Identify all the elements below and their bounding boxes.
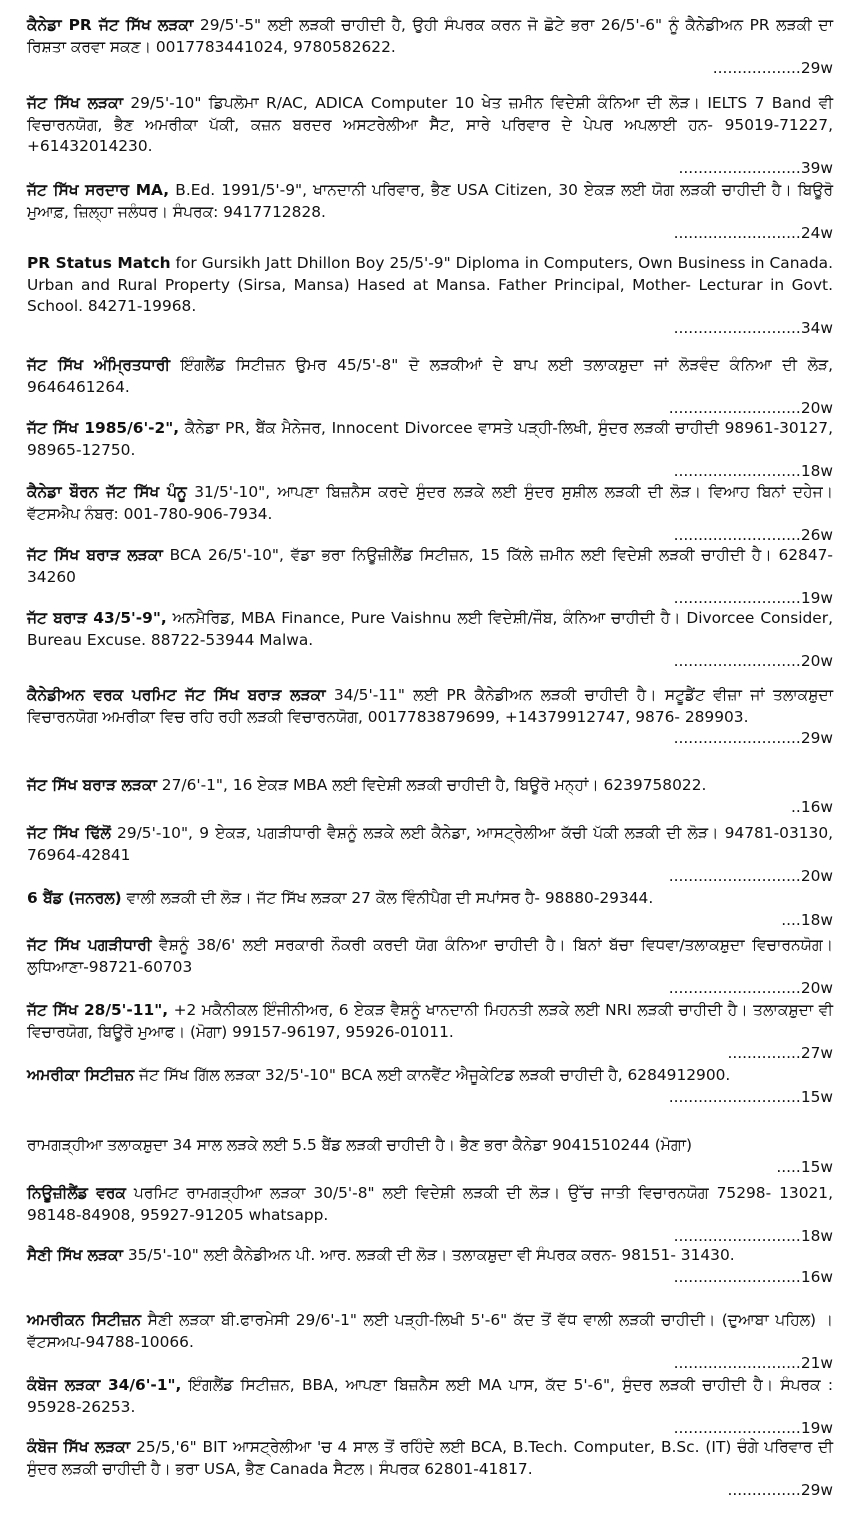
ad-word-count: 21w bbox=[800, 1354, 833, 1372]
ad-body: for Gursikh Jatt Dhillon Boy 25/5'-9" Diploma in Computers, Own Business in Canada. Urban and Rural Property (Sirsa, Mansa) Hased at Mansa. Father Principal, Mother- Lecturar in Govt. School. 84271-19968. bbox=[27, 254, 833, 315]
ad-body: 34/5'-11" ਲਈ PR ਕੈਨੇਡੀਅਨ ਲੜਕੀ ਚਾਹੀਦੀ ਹੈ। ਸਟੂਡੈਂਟ ਵੀਜ਼ਾ ਜਾਂ ਤਲਾਕਸ਼ੁਦਾ ਵਿਚਾਰਨਯੋਗ ਅਮਰੀਕਾ ਵਿਚ ਰਹਿ ਰਹੀ ਲੜਕੀ ਵਿਚਾਰਨਯੋਗ, 0017783879699, +14379912747, 9876- 289903. bbox=[27, 686, 834, 726]
ad-text bbox=[27, 1310, 833, 1353]
ad-text bbox=[27, 180, 833, 223]
ad-leader-dots: ......................... bbox=[678, 158, 801, 177]
ad-body: ਪਰਮਿਟ ਰਾਮਗੜ੍ਹੀਆ ਲੜਕਾ 30/5'-8" ਲਈ ਵਿਦੇਸ਼ੀ ਲੜਕੀ ਦੀ ਲੋੜ। ਉੱਚ ਜਾਤੀ ਵਿਚਾਰਨਯੋਗ 75298- 13021, 98148-84908, 95927-91205 whatsapp. bbox=[27, 1184, 833, 1224]
ad-leader-dots: ........................... bbox=[668, 979, 801, 997]
ad-text bbox=[27, 355, 833, 398]
ad-text bbox=[27, 935, 833, 978]
ad-word-count: 29w bbox=[800, 729, 833, 747]
classified-ad bbox=[27, 545, 833, 610]
ad-body: ਵੈਸ਼ਨੂੰ 38/6' ਲਈ ਸਰਕਾਰੀ ਨੌਕਰੀ ਕਰਦੀ ਯੋਗ ਕੰਨਿਆ ਚਾਹੀਦੀ ਹੈ। ਬਿਨਾਂ ਬੱਚਾ ਵਿਧਵਾ/ਤਲਾਕਸ਼ੁਦਾ ਵਿਚਾਰਨਯੋਗ। ਲੁਧਿਆਣਾ-98721-60703 bbox=[27, 936, 833, 976]
ad-word-count: 27w bbox=[800, 1044, 833, 1062]
ad-leader-dots: .... bbox=[781, 910, 801, 929]
ad-heading: ਅਮਰੀਕਨ ਸਿਟੀਜ਼ਨ bbox=[27, 1311, 142, 1329]
ad-leader-dots: ............... bbox=[727, 1044, 801, 1062]
ad-heading: ਜੱਟ ਸਿੱਖ ਸਰਦਾਰ MA, bbox=[27, 181, 170, 199]
ad-body: BCA 26/5'-10", ਵੱਡਾ ਭਰਾ ਨਿਊਜ਼ੀਲੈਂਡ ਸਿਟੀਜ਼ਨ, 15 ਕਿੱਲੇ ਜ਼ਮੀਨ ਲਈ ਵਿਦੇਸ਼ੀ ਲੜਕੀ ਚਾਹੀਦੀ ਹੈ। 62847-34260 bbox=[27, 546, 833, 586]
ad-heading: ਜੱਟ ਸਿੱਖ 28/5'-11", bbox=[27, 1001, 169, 1019]
ad-leader-dots: .......................... bbox=[673, 1227, 801, 1245]
ad-heading: 6 ਬੈਂਡ (ਜਨਰਲ) bbox=[27, 889, 122, 907]
ad-text bbox=[27, 1245, 833, 1267]
classified-ad bbox=[27, 418, 833, 483]
ad-heading: ਜੱਟ ਸਿੱਖ ਪਗੜੀਧਾਰੀ bbox=[27, 936, 152, 954]
ad-word-count: 15w bbox=[800, 1087, 833, 1106]
ad-word-count: 26w bbox=[800, 526, 833, 544]
ad-text bbox=[27, 482, 833, 525]
ad-body: ਜੱਟ ਸਿੱਖ ਗਿੱਲ ਲੜਕਾ 32/5'-10" BCA ਲਈ ਕਾਨਵੈਂਟ ਐਜੂਕੇਟਿਡ ਲੜਕੀ ਚਾਹੀਦੀ ਹੈ, 6284912900. bbox=[134, 1066, 731, 1084]
classified-ad bbox=[27, 15, 833, 80]
ad-heading: PR Status Match bbox=[27, 254, 171, 272]
ad-word-count: 16w bbox=[800, 797, 833, 816]
classified-ad bbox=[27, 1310, 833, 1375]
ad-leader-dots: .......................... bbox=[673, 589, 801, 607]
classified-ad bbox=[27, 355, 833, 420]
classified-ad bbox=[27, 935, 833, 1000]
classified-ad bbox=[27, 93, 833, 179]
ad-leader-dots: ..... bbox=[776, 1157, 801, 1176]
ad-heading: ਜੱਟ ਸਿੱਖ ਬਰਾੜ ਲੜਕਾ bbox=[27, 546, 163, 564]
ad-leader-dots: .......................... bbox=[673, 526, 801, 544]
ad-heading: ਜੱਟ ਬਰਾੜ 43/5'-9", bbox=[27, 609, 167, 627]
ad-body: ਇੰਗਲੈਂਡ ਸਿਟੀਜ਼ਨ ਉਮਰ 45/5'-8" ਦੋ ਲੜਕੀਆਂ ਦੇ ਬਾਪ ਲਈ ਤਲਾਕਸ਼ੁਦਾ ਜਾਂ ਲੋੜਵੰਦ ਕੰਨਿਆ ਦੀ ਲੋੜ, 9646461264. bbox=[27, 356, 833, 396]
ad-leader-dots: .......................... bbox=[673, 1419, 801, 1437]
classified-ad bbox=[27, 685, 833, 750]
ad-heading: ਜੱਟ ਸਿੱਖ ਢਿੱਲੋਂ bbox=[27, 824, 111, 842]
classified-ad bbox=[27, 1065, 833, 1108]
ad-leader-dots: ............... bbox=[727, 1481, 801, 1499]
classified-ad bbox=[27, 1135, 833, 1178]
ad-leader-dots: .. bbox=[791, 797, 801, 816]
ad-body: 29/5'-5" ਲਈ ਲੜਕੀ ਚਾਹੀਦੀ ਹੈ, ਉਹੀ ਸੰਪਰਕ ਕਰਨ ਜੋ ਛੋਟੇ ਭਰਾ 26/5'-6" ਨੂੰ ਕੈਨੇਡੀਅਨ PR ਲੜਕੀ ਦਾ ਰਿਸ਼ਤਾ ਕਰਵਾ ਸਕਣ। 0017783441024, 9780582622. bbox=[27, 16, 833, 56]
classified-ad bbox=[27, 775, 833, 818]
ad-heading: ਜੱਟ ਸਿੱਖ ਅੰਮ੍ਰਿਤਧਾਰੀ bbox=[27, 356, 171, 374]
ad-word-count: 20w bbox=[800, 867, 833, 885]
ad-text bbox=[27, 1183, 833, 1226]
ad-leader-dots: .......................... bbox=[673, 224, 801, 242]
ad-text bbox=[27, 15, 833, 58]
ad-body: 25/5,'6" BIT ਆਸਟ੍ਰੇਲੀਆ 'ਚ 4 ਸਾਲ ਤੋਂ ਰਹਿੰਦੇ ਲਈ BCA, B.Tech. Computer, B.Sc. (IT) ਚੰਗੇ ਪਰਿਵਾਰ ਦੀ ਸੁੰਦਰ ਲੜਕੀ ਚਾਹੀਦੀ ਹੈ। ਭਰਾ USA, ਭੈਣ Canada ਸੈਟਲ। ਸੰਪਰਕ 62801-41817. bbox=[27, 1438, 833, 1478]
ad-heading: ਕੰਬੋਜ ਸਿੱਖ ਲੜਕਾ bbox=[27, 1438, 131, 1456]
ad-text bbox=[27, 545, 833, 588]
ad-leader-dots: ........................... bbox=[668, 867, 801, 885]
ad-word-count: 20w bbox=[800, 979, 833, 997]
ad-text bbox=[27, 1437, 833, 1480]
classified-ad bbox=[27, 1437, 833, 1502]
ad-leader-dots: .......................... bbox=[673, 318, 801, 337]
ad-heading: ਕੰਬੋਜ ਲੜਕਾ 34/6'-1", bbox=[27, 1376, 182, 1394]
ad-body: ਕੈਨੇਡਾ PR, ਬੈਂਕ ਮੈਨੇਜਰ, Innocent Divorcee ਵਾਸਤੇ ਪੜ੍ਹੀ-ਲਿਖੀ, ਸੁੰਦਰ ਲੜਕੀ ਚਾਹੀਦੀ 98961-30127, 98965-12750. bbox=[27, 419, 833, 459]
ad-word-count: 15w bbox=[800, 1157, 833, 1176]
ad-word-count: 16w bbox=[800, 1267, 833, 1286]
ad-heading: ਸੈਣੀ ਸਿੱਖ ਲੜਕਾ bbox=[27, 1246, 123, 1264]
ad-word-count: 19w bbox=[800, 1419, 833, 1437]
ad-body: 29/5'-10", 9 ਏਕੜ, ਪਗੜੀਧਾਰੀ ਵੈਸ਼ਨੂੰ ਲੜਕੇ ਲਈ ਕੈਨੇਡਾ, ਆਸਟ੍ਰੇਲੀਆ ਕੱਚੀ ਪੱਕੀ ਲੜਕੀ ਦੀ ਲੋੜ। 94781-03130, 76964-42841 bbox=[27, 824, 834, 864]
ad-body: 27/6'-1", 16 ਏਕੜ MBA ਲਈ ਵਿਦੇਸ਼ੀ ਲੜਕੀ ਚਾਹੀਦੀ ਹੈ, ਬਿਊਰੋ ਮਨ੍ਹਾਂ। 6239758022. bbox=[156, 776, 707, 794]
classified-ad bbox=[27, 1375, 833, 1440]
ad-word-count: 18w bbox=[800, 1227, 833, 1245]
ad-text bbox=[27, 1375, 833, 1418]
ad-heading: ਕੈਨੇਡਾ PR ਜੱਟ ਸਿੱਖ ਲੜਕਾ bbox=[27, 16, 194, 34]
ad-heading: ਜੱਟ ਸਿੱਖ ਬਰਾੜ ਲੜਕਾ bbox=[27, 776, 157, 794]
ad-leader-dots: .......................... bbox=[673, 1354, 801, 1372]
ad-heading: ਨਿਊਜ਼ੀਲੈਂਡ ਵਰਕ bbox=[27, 1184, 126, 1202]
classified-ad bbox=[27, 1183, 833, 1248]
ad-heading: ਕੈਨੇਡਾ ਬੌਰਨ ਜੱਟ ਸਿੱਖ ਪੰਨੂ bbox=[27, 483, 187, 501]
ad-body: ਅਨਮੈਰਿਡ, MBA Finance, Pure Vaishnu ਲਈ ਵਿਦੇਸ਼ੀ/ਜੌਬ, ਕੰਨਿਆ ਚਾਹੀਦੀ ਹੈ। Divorcee Consider, Bureau Excuse. 88722-53944 Malwa. bbox=[27, 609, 833, 649]
ad-text bbox=[27, 1065, 833, 1087]
ad-word-count: 18w bbox=[800, 910, 833, 929]
ad-heading: ਜੱਟ ਸਿੱਖ ਲੜਕਾ bbox=[27, 94, 123, 112]
ad-text bbox=[27, 253, 833, 318]
ad-word-count: 24w bbox=[800, 224, 833, 242]
ad-text bbox=[27, 608, 833, 651]
ad-body: +2 ਮਕੈਨੀਕਲ ਇੰਜੀਨੀਅਰ, 6 ਏਕੜ ਵੈਸ਼ਨੂੰ ਖਾਨਦਾਨੀ ਮਿਹਨਤੀ ਲੜਕੇ ਲਈ NRI ਲੜਕੀ ਚਾਹੀਦੀ ਹੈ। ਤਲਾਕਸ਼ੁਦਾ ਵੀ ਵਿਚਾਰਯੋਗ, ਬਿਊਰੋ ਮੁਆਫ। (ਮੋਗਾ) 99157-96197, 95926-01011. bbox=[27, 1001, 833, 1041]
ad-text bbox=[27, 418, 833, 461]
ad-word-count: 19w bbox=[800, 589, 833, 607]
ad-word-count: 39w bbox=[800, 158, 833, 177]
ad-leader-dots: .......................... bbox=[673, 1267, 801, 1286]
ad-body: ਰਾਮਗੜ੍ਹੀਆ ਤਲਾਕਸ਼ੁਦਾ 34 ਸਾਲ ਲੜਕੇ ਲਈ 5.5 ਬੈਂਡ ਲੜਕੀ ਚਾਹੀਦੀ ਹੈ। ਭੈਣ ਭਰਾ ਕੈਨੇਡਾ 9041510244 (ਮੋਗਾ) bbox=[27, 1136, 693, 1154]
ad-leader-dots: ........................... bbox=[668, 1087, 801, 1106]
classified-ad bbox=[27, 1000, 833, 1065]
ad-body: ਇੰਗਲੈਂਡ ਸਿਟੀਜ਼ਨ, BBA, ਆਪਣਾ ਬਿਜ਼ਨੈਸ ਲਈ MA ਪਾਸ, ਕੱਦ 5'-6", ਸੁੰਦਰ ਲੜਕੀ ਚਾਹੀਦੀ ਹੈ। ਸੰਪਰਕ : 95928-26253. bbox=[27, 1376, 834, 1416]
classified-ad bbox=[27, 482, 833, 547]
ad-text bbox=[27, 93, 833, 158]
ad-word-count: 18w bbox=[800, 462, 833, 480]
classified-ad bbox=[27, 253, 833, 339]
classified-ad bbox=[27, 1245, 833, 1288]
ad-word-count: 34w bbox=[800, 318, 833, 337]
ad-body: ਸੈਣੀ ਲੜਕਾ ਬੀ.ਫਾਰਮੇਸੀ 29/6'-1" ਲਈ ਪੜ੍ਹੀ-ਲਿਖੀ 5'-6" ਕੱਦ ਤੋਂ ਵੱਧ ਵਾਲੀ ਲੜਕੀ ਚਾਹੀਦੀ। (ਦੁਆਬਾ ਪਹਿਲ) । ਵੱਟਸਅਪ-94788-10066. bbox=[27, 1311, 833, 1351]
ad-text bbox=[27, 685, 833, 728]
ad-leader-dots: .......................... bbox=[673, 462, 801, 480]
ad-text bbox=[27, 1000, 833, 1043]
ad-leader-dots: ........................... bbox=[668, 399, 801, 417]
ad-text bbox=[27, 1135, 833, 1157]
ad-body: B.Ed. 1991/5'-9", ਖਾਨਦਾਨੀ ਪਰਿਵਾਰ, ਭੈਣ USA Citizen, 30 ਏਕੜ ਲਈ ਯੋਗ ਲੜਕੀ ਚਾਹੀਦੀ ਹੈ। ਬਿਊਰੋ ਮੁਆਫ਼, ਜ਼ਿਲ੍ਹਾ ਜਲੰਧਰ। ਸੰਪਰਕ: 9417712828. bbox=[27, 181, 833, 221]
ad-body: 29/5'-10" ਡਿਪਲੋਮਾ R/AC, ADICA Computer 10 ਖੇਤ ਜ਼ਮੀਨ ਵਿਦੇਸ਼ੀ ਕੰਨਿਆ ਦੀ ਲੋੜ। IELTS 7 Band ਵੀ ਵਿਚਾਰਨਯੋਗ, ਭੈਣ ਅਮਰੀਕਾ ਪੱਕੀ, ਕਜ਼ਨ ਬਰਦਰ ਅਸਟਰੇਲੀਆ ਸੈੱਟ, ਸਾਰੇ ਪਰਿਵਾਰ ਦੇ ਪੇਪਰ ਅਪਲਾਈ ਹਨ- 95019-71227, +61432014230. bbox=[27, 94, 833, 155]
ad-heading: ਕੈਨੇਡੀਅਨ ਵਰਕ ਪਰਮਿਟ ਜੱਟ ਸਿੱਖ ਬਰਾੜ ਲੜਕਾ bbox=[27, 686, 326, 704]
classified-ad bbox=[27, 823, 833, 888]
ad-heading: ਅਮਰੀਕਾ ਸਿਟੀਜ਼ਨ bbox=[27, 1066, 135, 1084]
classified-ad bbox=[27, 180, 833, 245]
ad-word-count: 29w bbox=[800, 1481, 833, 1499]
classified-ad bbox=[27, 888, 833, 931]
ad-leader-dots: .................. bbox=[712, 59, 801, 77]
ad-leader-dots: .......................... bbox=[673, 729, 801, 747]
ad-leader-dots: .......................... bbox=[673, 652, 801, 670]
classified-ad bbox=[27, 608, 833, 673]
ad-text bbox=[27, 888, 833, 910]
ad-text bbox=[27, 823, 833, 866]
ad-body: 35/5'-10" ਲਈ ਕੈਨੇਡੀਅਨ ਪੀ. ਆਰ. ਲੜਕੀ ਦੀ ਲੋੜ। ਤਲਾਕਸ਼ੁਦਾ ਵੀ ਸੰਪਰਕ ਕਰਨ- 98151- 31430. bbox=[122, 1246, 735, 1264]
ad-text bbox=[27, 775, 833, 797]
ad-heading: ਜੱਟ ਸਿੱਖ 1985/6'-2", bbox=[27, 419, 180, 437]
ad-word-count: 20w bbox=[800, 399, 833, 417]
ad-word-count: 20w bbox=[800, 652, 833, 670]
ad-body: ਵਾਲੀ ਲੜਕੀ ਦੀ ਲੋੜ। ਜੱਟ ਸਿੱਖ ਲੜਕਾ 27 ਕੋਲ ਵਿੰਨੀਪੈਗ ਦੀ ਸਪਾਂਸਰ ਹੈ- 98880-29344. bbox=[121, 889, 654, 907]
ad-word-count: 29w bbox=[800, 59, 833, 77]
ad-body: 31/5'-10", ਆਪਣਾ ਬਿਜ਼ਨੈਸ ਕਰਦੇ ਸੁੰਦਰ ਲੜਕੇ ਲਈ ਸੁੰਦਰ ਸੁਸ਼ੀਲ ਲੜਕੀ ਦੀ ਲੋੜ। ਵਿਆਹ ਬਿਨਾਂ ਦਹੇਜ। ਵੱਟਸਐਪ ਨੰਬਰ: 001-780-906-7934. bbox=[27, 483, 833, 523]
